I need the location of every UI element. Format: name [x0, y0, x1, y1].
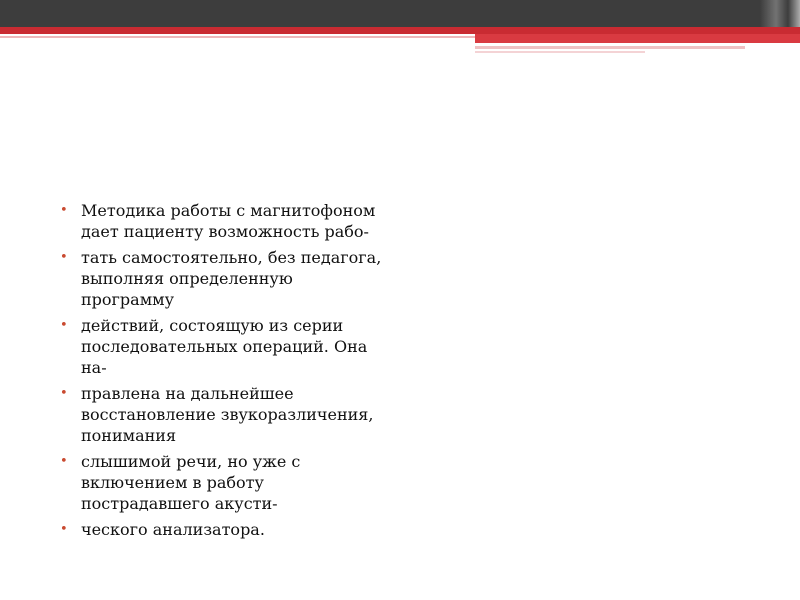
bullet-dot-icon: • [60, 454, 68, 469]
list-item-text: слышимой речи, но уже с включением в работу пострадавшего акусти- [81, 452, 301, 513]
list-item [60, 200, 390, 242]
header-band-fade [760, 0, 800, 27]
slide-content [60, 200, 390, 545]
list-item [60, 315, 390, 378]
bullet-dot-icon: • [60, 318, 68, 333]
list-item [60, 383, 390, 446]
accent-pink-line [0, 36, 475, 38]
bullet-list [60, 200, 390, 540]
bullet-dot-icon: • [60, 522, 68, 537]
accent-pink-lower-line [475, 46, 745, 49]
accent-pink-lower-short-line [475, 51, 645, 53]
list-item [60, 451, 390, 514]
list-item [60, 519, 390, 540]
header-band [0, 0, 800, 27]
list-item [60, 247, 390, 310]
list-item-text: тать самостоятельно, без педагога, выполняя определенную программу [81, 248, 382, 309]
list-item-text: ческого анализатора. [81, 520, 265, 539]
accent-red-band [0, 27, 800, 34]
list-item-text: Методика работы с магнитофоном дает пациенту возможность рабо- [81, 201, 376, 241]
bullet-dot-icon: • [60, 203, 68, 218]
accent-red-block [475, 34, 800, 43]
bullet-dot-icon: • [60, 250, 68, 265]
bullet-dot-icon: • [60, 386, 68, 401]
list-item-text: правлена на дальнейшее восстановление звукоразличения, понимания [81, 384, 374, 445]
list-item-text: действий, состоящую из серии последовательных операций. Она на- [81, 316, 368, 377]
